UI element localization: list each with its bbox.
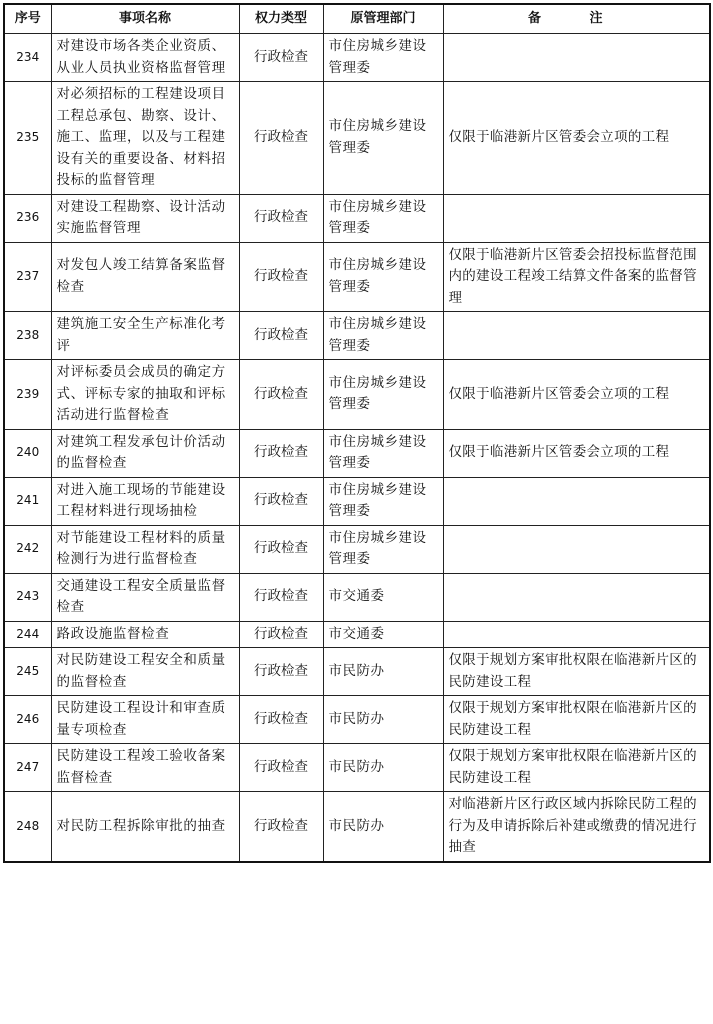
cell-seq: 241 (4, 477, 51, 525)
table-row (4, 429, 710, 477)
cell-seq: 240 (4, 429, 51, 477)
table-row (4, 744, 710, 792)
cell-remark (443, 194, 710, 242)
cell-name: 对建设工程勘察、设计活动实施监督管理 (51, 194, 239, 242)
cell-type: 行政检查 (239, 312, 323, 360)
cell-name: 对民防工程拆除审批的抽查 (51, 792, 239, 862)
table-row (4, 477, 710, 525)
table-row (4, 360, 710, 430)
cell-remark: 仅限于临港新片区管委会招投标监督范围内的建设工程竣工结算文件备案的监督管理 (443, 242, 710, 312)
table-row (4, 34, 710, 82)
cell-name: 对建设市场各类企业资质、从业人员执业资格监督管理 (51, 34, 239, 82)
cell-remark: 仅限于规划方案审批权限在临港新片区的民防建设工程 (443, 696, 710, 744)
cell-dept: 市住房城乡建设管理委 (323, 242, 443, 312)
cell-dept: 市交通委 (323, 573, 443, 621)
cell-seq: 244 (4, 621, 51, 648)
cell-dept: 市住房城乡建设管理委 (323, 34, 443, 82)
table-row (4, 648, 710, 696)
cell-type: 行政检查 (239, 744, 323, 792)
header-type: 权力类型 (239, 4, 323, 34)
cell-remark: 对临港新片区行政区域内拆除民防工程的行为及申请拆除后补建或缴费的情况进行抽查 (443, 792, 710, 862)
cell-name: 对节能建设工程材料的质量检测行为进行监督检查 (51, 525, 239, 573)
cell-name: 对建筑工程发承包计价活动的监督检查 (51, 429, 239, 477)
document-page (3, 3, 711, 863)
header-remark: 备 注 (443, 4, 710, 34)
cell-seq: 236 (4, 194, 51, 242)
cell-type: 行政检查 (239, 194, 323, 242)
header-seq: 序号 (4, 4, 51, 34)
cell-name: 路政设施监督检查 (51, 621, 239, 648)
cell-name: 对必须招标的工程建设项目工程总承包、勘察、设计、施工、监理，以及与工程建设有关的重要设备、材料招投标的监督管理 (51, 82, 239, 195)
table-row (4, 621, 710, 648)
cell-name: 建筑施工安全生产标准化考评 (51, 312, 239, 360)
cell-type: 行政检查 (239, 429, 323, 477)
header-name: 事项名称 (51, 4, 239, 34)
table-header-row (4, 4, 710, 34)
table-row (4, 525, 710, 573)
cell-name: 对民防建设工程安全和质量的监督检查 (51, 648, 239, 696)
cell-name: 对评标委员会成员的确定方式、评标专家的抽取和评标活动进行监督检查 (51, 360, 239, 430)
cell-type: 行政检查 (239, 477, 323, 525)
cell-remark (443, 525, 710, 573)
cell-name: 对发包人竣工结算备案监督检查 (51, 242, 239, 312)
table-row (4, 312, 710, 360)
table-body (4, 34, 710, 862)
cell-dept: 市民防办 (323, 792, 443, 862)
power-items-table (3, 3, 711, 863)
cell-remark (443, 573, 710, 621)
cell-name: 对进入施工现场的节能建设工程材料进行现场抽检 (51, 477, 239, 525)
cell-dept: 市住房城乡建设管理委 (323, 194, 443, 242)
cell-seq: 237 (4, 242, 51, 312)
cell-seq: 246 (4, 696, 51, 744)
cell-remark: 仅限于规划方案审批权限在临港新片区的民防建设工程 (443, 744, 710, 792)
cell-dept: 市交通委 (323, 621, 443, 648)
cell-dept: 市住房城乡建设管理委 (323, 525, 443, 573)
table-row (4, 82, 710, 195)
cell-seq: 239 (4, 360, 51, 430)
cell-type: 行政检查 (239, 696, 323, 744)
cell-remark: 仅限于临港新片区管委会立项的工程 (443, 82, 710, 195)
cell-seq: 235 (4, 82, 51, 195)
cell-seq: 243 (4, 573, 51, 621)
cell-dept: 市民防办 (323, 744, 443, 792)
table-row (4, 792, 710, 862)
cell-type: 行政检查 (239, 525, 323, 573)
cell-seq: 247 (4, 744, 51, 792)
cell-type: 行政检查 (239, 648, 323, 696)
cell-remark: 仅限于规划方案审批权限在临港新片区的民防建设工程 (443, 648, 710, 696)
cell-remark (443, 34, 710, 82)
table-row (4, 194, 710, 242)
cell-seq: 248 (4, 792, 51, 862)
cell-seq: 242 (4, 525, 51, 573)
cell-type: 行政检查 (239, 242, 323, 312)
cell-dept: 市住房城乡建设管理委 (323, 82, 443, 195)
cell-dept: 市民防办 (323, 648, 443, 696)
cell-remark (443, 621, 710, 648)
table-row (4, 573, 710, 621)
cell-seq: 234 (4, 34, 51, 82)
cell-remark (443, 312, 710, 360)
cell-type: 行政检查 (239, 82, 323, 195)
cell-type: 行政检查 (239, 573, 323, 621)
header-dept: 原管理部门 (323, 4, 443, 34)
cell-dept: 市住房城乡建设管理委 (323, 360, 443, 430)
cell-remark: 仅限于临港新片区管委会立项的工程 (443, 429, 710, 477)
cell-dept: 市民防办 (323, 696, 443, 744)
cell-type: 行政检查 (239, 34, 323, 82)
cell-type: 行政检查 (239, 621, 323, 648)
cell-remark (443, 477, 710, 525)
table-row (4, 242, 710, 312)
cell-seq: 245 (4, 648, 51, 696)
cell-type: 行政检查 (239, 792, 323, 862)
cell-name: 交通建设工程安全质量监督检查 (51, 573, 239, 621)
cell-dept: 市住房城乡建设管理委 (323, 477, 443, 525)
cell-name: 民防建设工程竣工验收备案监督检查 (51, 744, 239, 792)
cell-name: 民防建设工程设计和审查质量专项检查 (51, 696, 239, 744)
cell-dept: 市住房城乡建设管理委 (323, 312, 443, 360)
cell-seq: 238 (4, 312, 51, 360)
cell-type: 行政检查 (239, 360, 323, 430)
cell-dept: 市住房城乡建设管理委 (323, 429, 443, 477)
table-row (4, 696, 710, 744)
cell-remark: 仅限于临港新片区管委会立项的工程 (443, 360, 710, 430)
